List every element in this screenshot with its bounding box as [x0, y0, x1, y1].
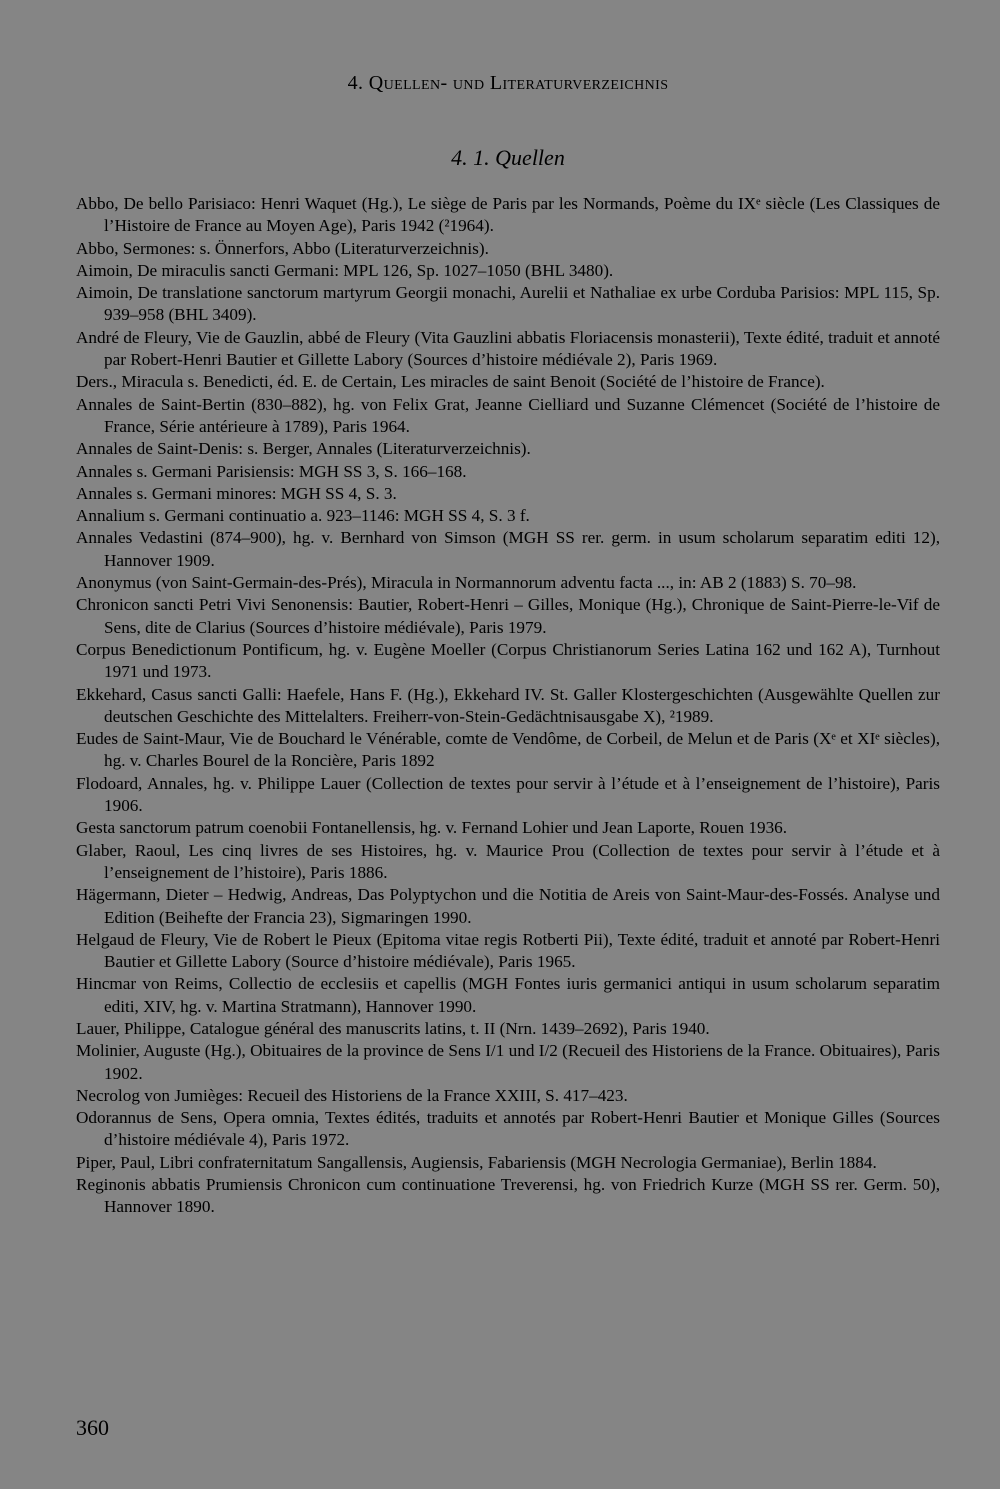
bibliography-entry: Aimoin, De translatione sanctorum martyrum Georgii monachi, Aurelii et Nathaliae ex urbe Corduba Parisios: MPL 115, Sp. 939–958 (BHL 3409). [76, 283, 940, 325]
bibliography-entry: Reginonis abbatis Prumiensis Chronicon cum continuatione Treverensi, hg. von Friedrich Kurze (MGH SS rer. Germ. 50), Hannover 1890. [76, 1175, 940, 1217]
bibliography-entry: Molinier, Auguste (Hg.), Obituaires de la province de Sens I/1 und I/2 (Recueil des Historiens de la France. Obituaires), Paris 1902. [76, 1041, 940, 1083]
bibliography-list [76, 193, 940, 1219]
bibliography-entry: Aimoin, De miraculis sancti Germani: MPL 126, Sp. 1027–1050 (BHL 3480). [76, 260, 614, 280]
bibliography-entry: Lauer, Philippe, Catalogue général des manuscrits latins, t. II (Nrn. 1439–2692), Paris 1940. [76, 1018, 710, 1038]
bibliography-entry: Anonymus (von Saint-Germain-des-Prés), Miracula in Normannorum adventu facta ..., in: AB 2 (1883) S. 70–98. [76, 573, 857, 593]
bibliography-entry: Necrolog von Jumièges: Recueil des Historiens de la France XXIII, S. 417–423. [76, 1085, 628, 1105]
bibliography-entry: Abbo, Sermones: s. Önnerfors, Abbo (Literaturverzeichnis). [76, 238, 489, 258]
bibliography-entry: Helgaud de Fleury, Vie de Robert le Pieux (Epitoma vitae regis Rotberti Pii), Texte édité, traduit et annoté par Robert-Henri Bautier et Gillette Labory (Source d’histoire médiévale), Paris 1965. [76, 929, 940, 972]
bibliography-entry: Piper, Paul, Libri confraternitatum Sangallensis, Augiensis, Fabariensis (MGH Necrologia Germaniae), Berlin 1884. [76, 1152, 877, 1172]
bibliography-entry: Abbo, De bello Parisiaco: Henri Waquet (Hg.), Le siège de Paris par les Normands, Poème du IXᵉ siècle (Les Classiques de l’Histoire de France au Moyen Age), Paris 1942 (²1964). [76, 194, 940, 236]
bibliography-entry: Hincmar von Reims, Collectio de ecclesiis et capellis (MGH Fontes iuris germanici antiqui in usum scholarum separatim editi, XIV, hg. v. Martina Stratmann), Hannover 1990. [76, 974, 940, 1016]
bibliography-entry: Gesta sanctorum patrum coenobii Fontanellensis, hg. v. Fernand Lohier und Jean Laporte, Rouen 1936. [76, 818, 788, 838]
bibliography-entry: Annales Vedastini (874–900), hg. v. Bernhard von Simson (MGH SS rer. germ. in usum scholarum separatim editi 12), Hannover 1909. [76, 528, 940, 570]
page-number: 360 [76, 1415, 109, 1440]
bibliography-entry: Corpus Benedictionum Pontificum, hg. v. Eugène Moeller (Corpus Christianorum Series Latina 162 und 162 A), Turnhout 1971 und 1973. [76, 639, 940, 682]
bibliography-entry: Ders., Miracula s. Benedicti, éd. E. de Certain, Les miracles de saint Benoit (Société de l’histoire de France). [76, 372, 825, 392]
bibliography-entry: Annales s. Germani minores: MGH SS 4, S. 3. [76, 483, 397, 503]
page-content [76, 70, 940, 1219]
bibliography-entry: Glaber, Raoul, Les cinq livres de ses Histoires, hg. v. Maurice Prou (Collection de textes pour servir à l’étude et à l’enseignement de l’histoire), Paris 1886. [76, 840, 940, 882]
bibliography-entry: Eudes de Saint-Maur, Vie de Bouchard le Vénérable, comte de Vendôme, de Corbeil, de Melun et de Paris (Xᵉ et XIᵉ siècles), hg. v. Charles Bourel de la Roncière, Paris 1892 [76, 729, 940, 771]
bibliography-entry: Hägermann, Dieter – Hedwig, Andreas, Das Polyptychon und die Notitia de Areis von Saint-Maur-des-Fossés. Analyse und Edition (Beihefte der Francia 23), Sigmaringen 1990. [76, 885, 940, 927]
bibliography-entry: Chronicon sancti Petri Vivi Senonensis: Bautier, Robert-Henri – Gilles, Monique (Hg.), Chronique de Saint-Pierre-le-Vif de Sens, dite de Clarius (Sources d’histoire médiévale), Paris 1979. [76, 595, 940, 637]
bibliography-entry: Annalium s. Germani continuatio a. 923–1146: MGH SS 4, S. 3 f. [76, 506, 530, 526]
chapter-title: 4. Quellen- und Literaturverzeichnis [347, 72, 669, 94]
bibliography-entry: Annales s. Germani Parisiensis: MGH SS 3, S. 166–168. [76, 461, 467, 481]
bibliography-entry: Annales de Saint-Denis: s. Berger, Annales (Literaturverzeichnis). [76, 439, 531, 459]
bibliography-entry: Odorannus de Sens, Opera omnia, Textes édités, traduits et annotés par Robert-Henri Bautier et Monique Gilles (Sources d’histoire médiévale 4), Paris 1972. [76, 1108, 940, 1150]
bibliography-entry: Ekkehard, Casus sancti Galli: Haefele, Hans F. (Hg.), Ekkehard IV. St. Galler Klostergeschichten (Ausgewählte Quellen zur deutschen Geschichte des Mittelalters. Freiherr-von-Stein-Gedächtnisausgabe X), ²1989. [76, 684, 940, 726]
bibliography-entry: André de Fleury, Vie de Gauzlin, abbé de Fleury (Vita Gauzlini abbatis Floriacensis monasterii), Texte édité, traduit et annoté par Robert-Henri Bautier et Gillette Labory (Sources d’histoire médiévale 2), Paris 1969. [76, 327, 940, 370]
bibliography-entry: Annales de Saint-Bertin (830–882), hg. von Felix Grat, Jeanne Cielliard und Suzanne Clémencet (Société de l’histoire de France, Série antérieure à 1789), Paris 1964. [76, 394, 940, 436]
section-title: 4. 1. Quellen [451, 145, 565, 170]
bibliography-entry: Flodoard, Annales, hg. v. Philippe Lauer (Collection de textes pour servir à l’étude et à l’enseignement de l’histoire), Paris 1906. [76, 773, 940, 816]
